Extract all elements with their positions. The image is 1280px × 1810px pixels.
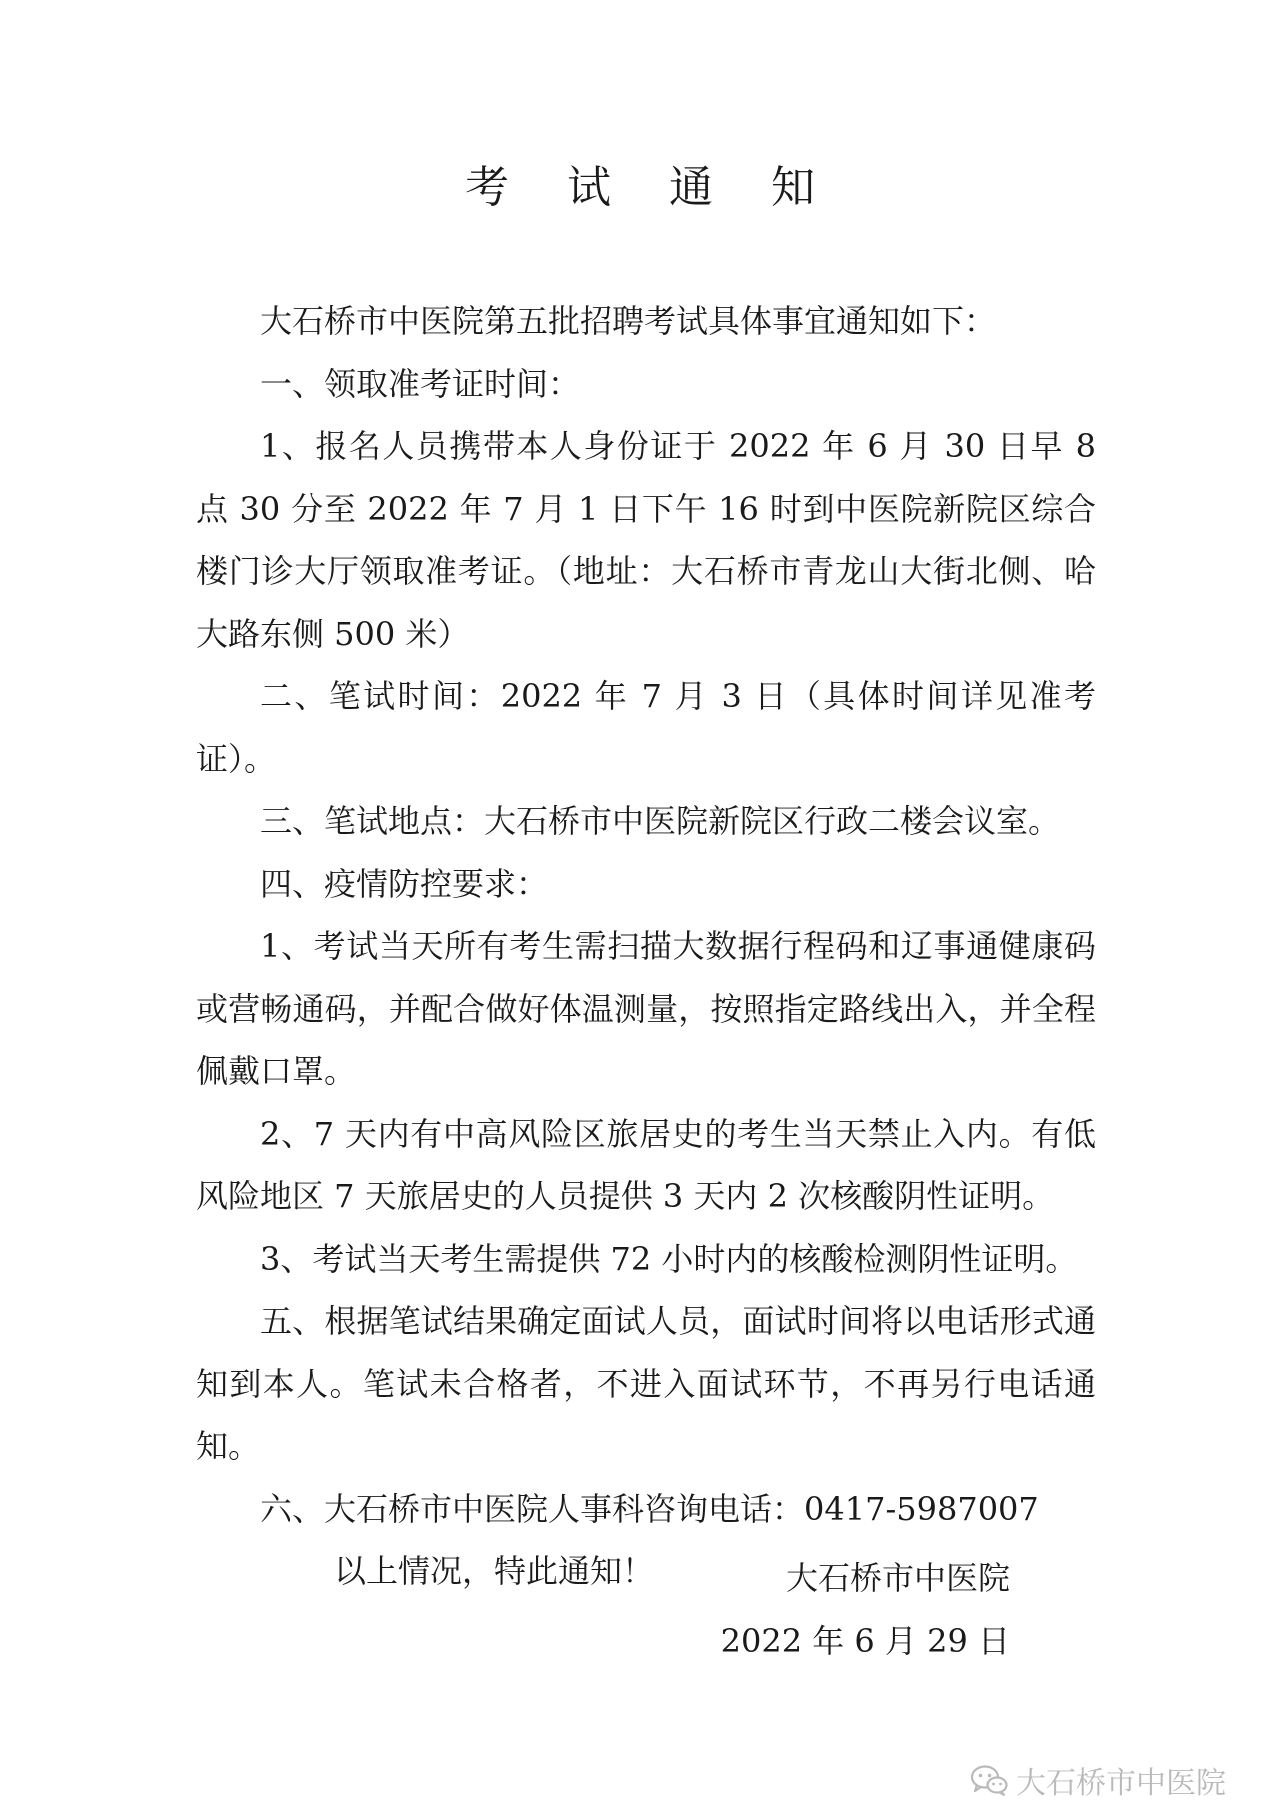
watermark-text: 大石桥市中医院 [1016, 1766, 1226, 1801]
paragraph-exam-time: 二、笔试时间：2022 年 7 月 3 日（具体时间详见准考证）。 [196, 677, 1096, 778]
paragraph-exam-location: 三、笔试地点：大石桥市中医院新院区行政二楼会议室。 [260, 802, 1061, 840]
paragraph-epidemic-3: 3、考试当天考生需提供 72 小时内的核酸检测阴性证明。 [260, 1239, 1078, 1278]
signature-date: 2022 年 6 月 29 日 [720, 1622, 1010, 1660]
paragraph-epidemic-1: 1、考试当天所有考生需扫描大数据行程码和辽事通健康码或营畅通码，并配合做好体温测量，按照指定路线出入，并全程佩戴口罩。 [196, 927, 1096, 1090]
paragraph-closing: 以上情况，特此通知！ [334, 1552, 655, 1590]
wechat-icon [970, 1764, 1008, 1796]
paragraph-epidemic-2: 2、7 天内有中高风险区旅居史的考生当天禁止入内。有低风险地区 7 天旅居史的人员提供 3 天内 2 次核酸阴性证明。 [196, 1114, 1096, 1215]
paragraph-interview: 五、根据笔试结果确定面试人员，面试时间将以电话形式通知到本人。笔试未合格者，不进入面试环节，不再另行电话通知。 [196, 1302, 1096, 1465]
watermark [970, 1758, 1226, 1802]
paragraph-contact-phone: 六、大石桥市中医院人事科咨询电话：0417-5987007 [260, 1489, 1039, 1528]
notice-body [196, 290, 1096, 1603]
paragraph-admission-ticket-details: 1、报名人员携带本人身份证于 2022 年 6 月 30 日早 8 点 30 分至 2022 年 7 月 1 日下午 16 时到中医院新院区综合楼门诊大厅领取准考证。（地址：大石桥市青龙山大街北侧、哈大路东侧 500 米） [196, 427, 1096, 653]
page-title: 考 试 通 知 [465, 162, 837, 213]
section-heading-epidemic: 四、疫情防控要求： [260, 864, 549, 903]
signature-organization: 大石桥市中医院 [785, 1559, 1010, 1597]
intro-paragraph: 大石桥市中医院第五批招聘考试具体事宜通知如下： [260, 302, 997, 340]
section-heading-admission-ticket: 一、领取准考证时间： [260, 364, 581, 403]
